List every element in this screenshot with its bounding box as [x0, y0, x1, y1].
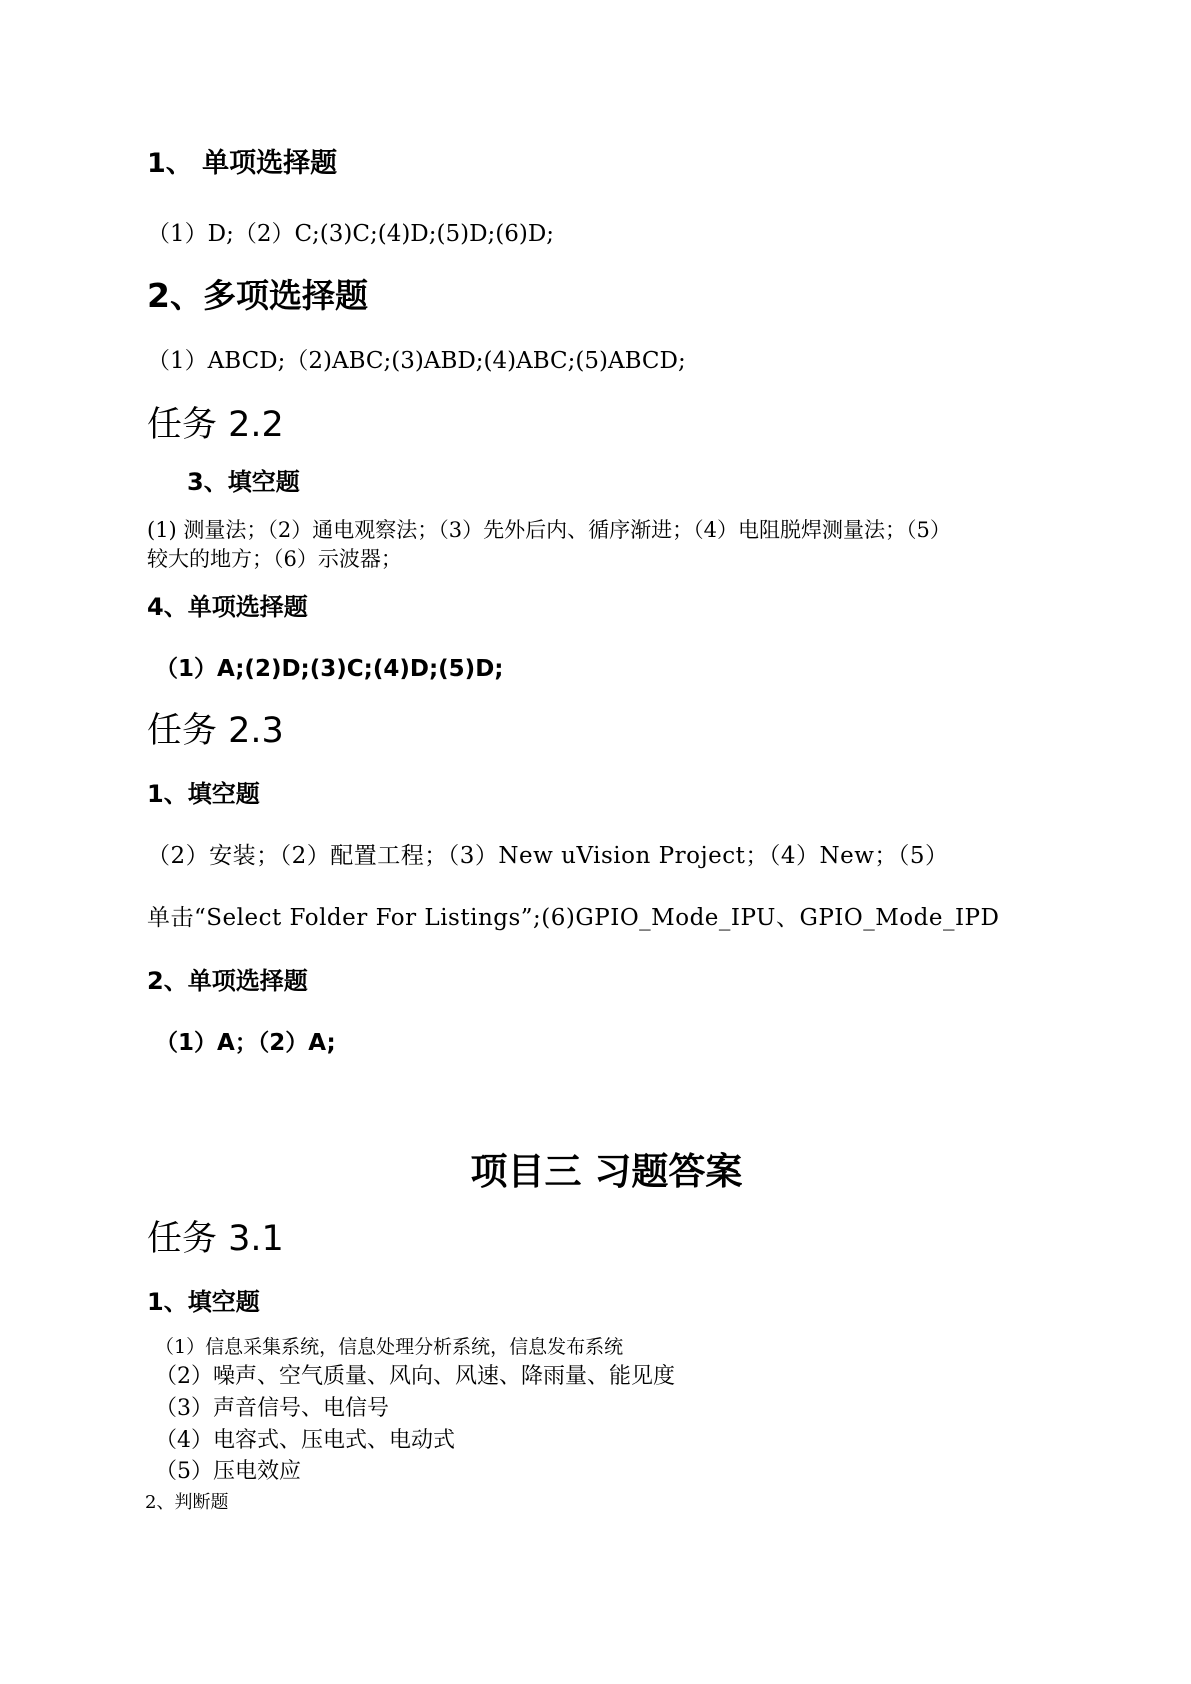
task-2-3-single-choice-heading: 2、单项选择题: [147, 967, 308, 995]
task-title-2-3: 任务 2.3: [147, 711, 284, 751]
task-3-1-item-5: （5）压电效应: [155, 1459, 301, 1484]
task-title-3-1: 任务 3.1: [147, 1219, 284, 1259]
task-3-1-item-3: （3）声音信号、电信号: [155, 1396, 389, 1421]
task-3-1-fill-blank-heading: 1、填空题: [147, 1288, 260, 1316]
task-2-3-fill-blank-line-2: 单击“Select Folder For Listings”;(6)GPIO_Mode_IPU、GPIO_Mode_IPD: [147, 905, 1000, 931]
section-heading-multiple-choice: 2、多项选择题: [147, 276, 368, 315]
task-2-2-fill-blank-line-2: 较大的地方；（6）示波器；: [147, 547, 402, 571]
task-3-1-item-2: （2）噪声、空气质量、风向、风速、降雨量、能见度: [155, 1364, 675, 1389]
task-2-3-fill-blank-heading: 1、填空题: [147, 780, 260, 808]
task-2-2-single-choice-heading: 4、单项选择题: [147, 593, 308, 621]
task-2-3-fill-blank-line-1: （2）安装；（2）配置工程；（3）New uVision Project；（4）New；（5）: [147, 843, 949, 869]
project-3-title: 项目三 习题答案: [470, 1150, 743, 1193]
task-3-1-item-1: （1）信息采集系统，信息处理分析系统，信息发布系统: [155, 1336, 624, 1358]
section-heading-single-choice: 1、 单项选择题: [147, 148, 338, 179]
task-title-2-2: 任务 2.2: [147, 405, 284, 445]
task-2-2-fill-blank-line-1: (1) 测量法；（2）通电观察法；（3）先外后内、循序渐进；（4）电阻脱焊测量法；（5）: [147, 518, 951, 542]
multiple-choice-answers: （1）ABCD;（2)ABC;(3)ABD;(4)ABC;(5)ABCD;: [147, 348, 686, 374]
task-3-1-item-4: （4）电容式、压电式、电动式: [155, 1428, 455, 1453]
task-2-3-single-choice-answers: （1）A；（2）A;: [155, 1030, 336, 1056]
task-2-2-single-choice-answers: （1）A;(2)D;(3)C;(4)D;(5)D;: [155, 656, 504, 682]
task-3-1-judgment-heading: 2、判断题: [145, 1492, 229, 1513]
single-choice-answers: （1）D;（2）C;(3)C;(4)D;(5)D;(6)D;: [147, 221, 555, 247]
task-2-2-fill-blank-heading: 3、填空题: [187, 468, 300, 496]
